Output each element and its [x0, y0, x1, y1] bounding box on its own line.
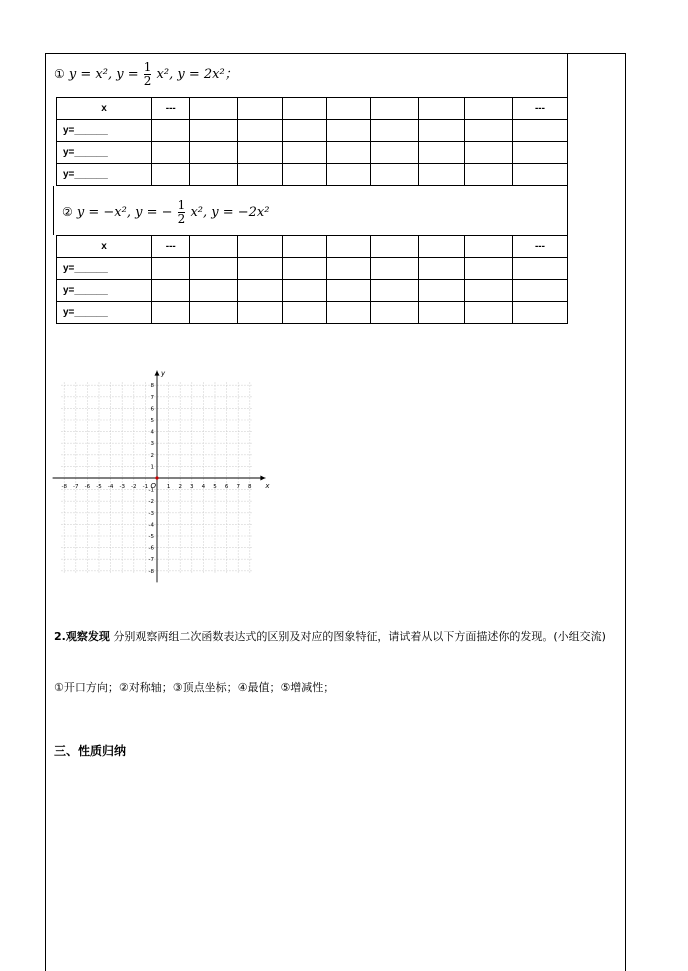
y-value-cell[interactable]: [464, 280, 512, 302]
ellipsis-cell: ---: [512, 236, 567, 258]
y-tick-label: 7: [150, 394, 154, 401]
equation-1a: y = x²,: [68, 67, 113, 82]
y-tick-label: -7: [148, 557, 154, 564]
y-value-cell[interactable]: [238, 164, 282, 186]
origin-label: O: [150, 482, 156, 490]
ellipsis-cell: ---: [152, 236, 190, 258]
y-value-cell[interactable]: [238, 302, 282, 324]
y-value-cell[interactable]: [464, 120, 512, 142]
y-label-cell: y=______: [57, 142, 152, 164]
y-value-cell[interactable]: [326, 164, 370, 186]
y-label-cell: y=______: [57, 120, 152, 142]
y-value-cell[interactable]: [238, 280, 282, 302]
y-axis-label: y: [161, 369, 166, 378]
x-tick-label: 2: [178, 484, 182, 490]
fraction-2-den: 2: [177, 212, 186, 226]
x-tick-label: 8: [248, 484, 252, 490]
y-tick-label: -8: [148, 568, 154, 575]
y-tick-label: 1: [150, 464, 154, 471]
y-value-cell[interactable]: [464, 142, 512, 164]
y-value-cell[interactable]: [512, 302, 567, 324]
x-tick-label: -4: [107, 484, 114, 490]
y-value-cell[interactable]: [238, 120, 282, 142]
x-tick-label: -6: [84, 484, 91, 490]
marker-1: ①: [54, 67, 65, 81]
y-value-cell[interactable]: [464, 302, 512, 324]
x-axis-arrow: [260, 476, 265, 481]
y-value-cell[interactable]: [282, 142, 326, 164]
y-tick-label: 3: [150, 441, 154, 448]
table-row: [57, 280, 568, 302]
observation-items: ①开口方向；②对称轴；③顶点坐标；④最值；⑤增减性；: [54, 681, 335, 694]
x-value-cell: [370, 236, 418, 258]
ellipsis-cell: ---: [152, 98, 190, 120]
y-label-cell: y=______: [57, 258, 152, 280]
fraction-1-den: 2: [143, 74, 152, 88]
y-value-cell[interactable]: [464, 258, 512, 280]
y-value-cell[interactable]: [152, 280, 190, 302]
x-tick-label: -2: [131, 484, 137, 490]
x-axis-label: x: [265, 482, 270, 490]
x-tick-label: -5: [96, 484, 102, 490]
table-row: [57, 120, 568, 142]
origin-point: [155, 476, 158, 479]
y-value-cell[interactable]: [282, 302, 326, 324]
y-value-cell[interactable]: [282, 120, 326, 142]
inner-right-border-2: [567, 186, 568, 235]
equation-1b-prefix: y =: [116, 67, 139, 82]
y-value-cell[interactable]: [418, 164, 464, 186]
x-value-cell: [370, 98, 418, 120]
x-value-cell: [238, 236, 282, 258]
y-value-cell[interactable]: [190, 258, 238, 280]
y-value-cell[interactable]: [326, 120, 370, 142]
y-label-cell: y=______: [57, 302, 152, 324]
y-value-cell[interactable]: [370, 120, 418, 142]
y-value-cell[interactable]: [152, 120, 190, 142]
fraction-2: [178, 199, 186, 226]
y-value-cell[interactable]: [238, 142, 282, 164]
x-value-cell: [282, 98, 326, 120]
y-tick-label: -5: [148, 534, 154, 540]
observation-title: 2.观察发现: [54, 630, 110, 643]
x-value-cell: [464, 98, 512, 120]
inner-right-border: [567, 53, 568, 97]
y-value-cell[interactable]: [370, 258, 418, 280]
inner-left-border: [53, 186, 54, 235]
x-tick-label: -1: [142, 484, 149, 490]
frame-right-border: [625, 53, 626, 971]
x-value-cell: [190, 98, 238, 120]
equation-group-2: [62, 199, 269, 226]
frame-left-border: [45, 53, 46, 971]
y-value-cell[interactable]: [152, 142, 190, 164]
frame-top-border: [45, 53, 626, 54]
y-value-cell[interactable]: [370, 280, 418, 302]
y-tick-label: -1: [148, 487, 154, 494]
y-tick-label: -4: [148, 522, 154, 529]
x-value-cell: [418, 236, 464, 258]
y-tick-label: 5: [150, 418, 154, 424]
y-tick-label: -3: [148, 510, 154, 517]
equation-2a: y = −x², y = −: [76, 205, 173, 220]
x-tick-label: 7: [236, 484, 240, 490]
value-table-1: [56, 97, 568, 186]
equation-2b-suffix: x², y = −2x²: [190, 205, 270, 220]
y-value-cell[interactable]: [326, 280, 370, 302]
y-label-cell: y=______: [57, 280, 152, 302]
x-tick-label: 3: [190, 484, 194, 490]
fraction-1-num: 1: [143, 60, 152, 74]
y-value-cell[interactable]: [152, 258, 190, 280]
y-value-cell[interactable]: [190, 120, 238, 142]
y-value-cell[interactable]: [418, 142, 464, 164]
y-value-cell[interactable]: [418, 280, 464, 302]
equation-group-1: [54, 61, 238, 88]
y-tick-label: -2: [148, 499, 154, 506]
y-value-cell[interactable]: [326, 258, 370, 280]
coordinate-grid: [52, 368, 282, 588]
table-header-row: [57, 98, 568, 120]
x-tick-label: 4: [201, 484, 206, 490]
x-value-cell: [326, 98, 370, 120]
table-row: [57, 142, 568, 164]
y-tick-label: 8: [150, 383, 154, 390]
y-value-cell[interactable]: [512, 142, 567, 164]
y-value-cell[interactable]: [418, 302, 464, 324]
y-value-cell[interactable]: [464, 164, 512, 186]
y-value-cell[interactable]: [512, 120, 567, 142]
y-tick-label: 2: [150, 452, 154, 459]
observation-body: 分别观察两组二次函数表达式的区别及对应的图象特征，请试着从以下方面描述你的发现。(小组交流): [109, 630, 606, 643]
y-value-cell[interactable]: [418, 120, 464, 142]
y-value-cell[interactable]: [370, 164, 418, 186]
x-tick-label: -8: [61, 484, 67, 490]
section-heading: 三、性质归纳: [54, 744, 127, 758]
y-tick-label: -6: [148, 545, 154, 552]
y-value-cell[interactable]: [152, 164, 190, 186]
y-axis-arrow: [155, 371, 160, 376]
x-tick-label: 1: [166, 484, 171, 490]
fraction-2-num: 1: [177, 198, 186, 212]
y-value-cell[interactable]: [282, 258, 326, 280]
y-value-cell[interactable]: [282, 164, 326, 186]
x-value-cell: [238, 98, 282, 120]
marker-2: ②: [62, 205, 73, 219]
y-value-cell[interactable]: [512, 280, 567, 302]
y-value-cell[interactable]: [418, 258, 464, 280]
y-tick-label: 6: [150, 406, 154, 413]
y-value-cell[interactable]: [512, 164, 567, 186]
x-tick-label: -3: [119, 484, 125, 490]
y-value-cell[interactable]: [190, 302, 238, 324]
table-row: [57, 258, 568, 280]
y-value-cell[interactable]: [190, 280, 238, 302]
y-value-cell[interactable]: [370, 302, 418, 324]
y-value-cell[interactable]: [326, 142, 370, 164]
y-value-cell[interactable]: [370, 142, 418, 164]
ellipsis-cell: ---: [512, 98, 567, 120]
y-value-cell[interactable]: [238, 258, 282, 280]
fraction-1: [144, 61, 152, 88]
y-value-cell[interactable]: [326, 302, 370, 324]
y-tick-label: 4: [150, 429, 154, 436]
table-row: [57, 302, 568, 324]
y-value-cell[interactable]: [512, 258, 567, 280]
y-value-cell[interactable]: [152, 302, 190, 324]
x-tick-label: 5: [213, 484, 217, 490]
y-value-cell[interactable]: [190, 164, 238, 186]
x-value-cell: [418, 98, 464, 120]
x-header-cell: x: [57, 236, 152, 258]
table-header-row: [57, 236, 568, 258]
y-label-cell: y=______: [57, 164, 152, 186]
x-tick-label: 6: [224, 484, 229, 490]
equation-1b-suffix: x², y = 2x²；: [156, 67, 238, 82]
x-value-cell: [282, 236, 326, 258]
x-header-cell: x: [57, 98, 152, 120]
table-row: [57, 164, 568, 186]
x-tick-label: -7: [73, 484, 79, 490]
y-value-cell[interactable]: [190, 142, 238, 164]
x-value-cell: [190, 236, 238, 258]
y-value-cell[interactable]: [282, 280, 326, 302]
value-table-2: [56, 235, 568, 324]
x-value-cell: [464, 236, 512, 258]
x-value-cell: [326, 236, 370, 258]
observation-paragraph: [54, 626, 614, 648]
